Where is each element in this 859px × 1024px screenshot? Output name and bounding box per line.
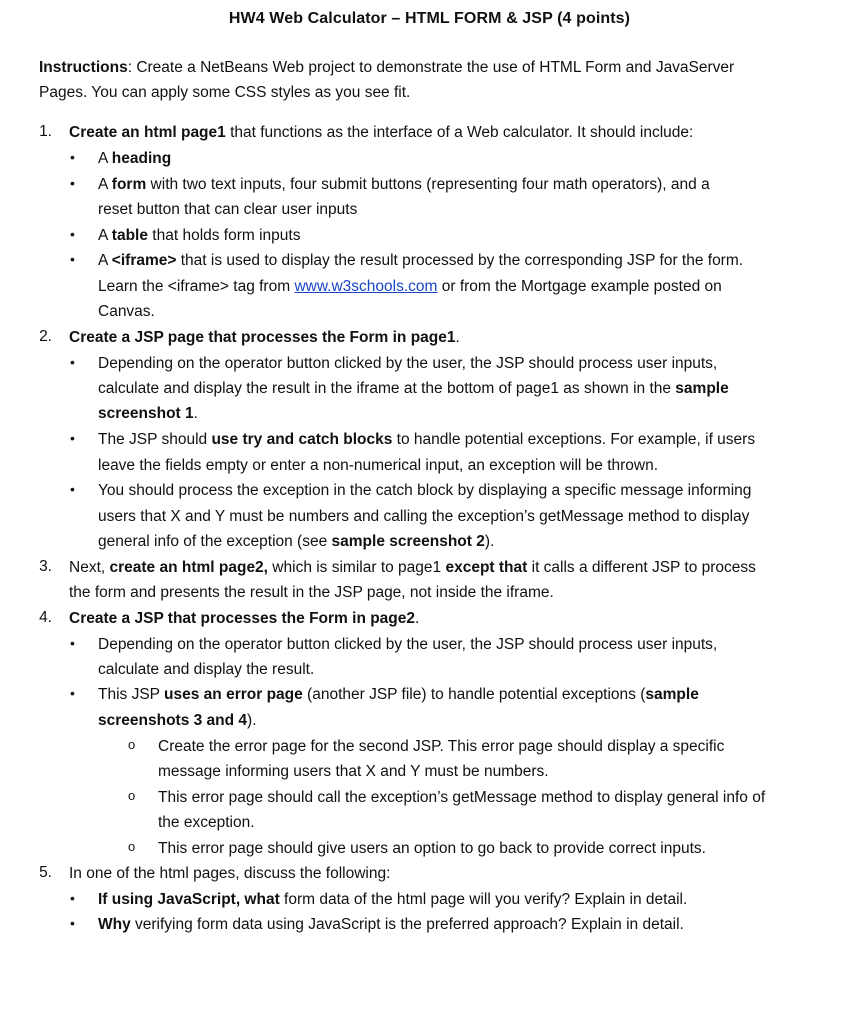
w3schools-link[interactable]: www.w3schools.com [294,278,438,295]
list-item: Depending on the operator button clicked by the user, the JSP should process user inputs, [98,355,718,372]
list-item: The JSP should use try and catch blocks to handle potential exceptions. For example, if users [98,431,756,448]
circle-bullet-icon: o [128,839,136,854]
list-item: Depending on the operator button clicked by the user, the JSP should process user inputs, [98,636,718,653]
section-3-number: 3. [39,558,52,575]
instructions-label: Instructions [39,59,128,76]
bullet-icon: • [70,430,75,446]
section-1-heading: Create an html page1 that functions as the interface of a Web calculator. It should include: [69,124,694,141]
circle-bullet-icon: o [128,788,136,803]
bullet-icon: • [70,635,75,651]
list-item: You should process the exception in the catch block by displaying a specific message informing [98,482,752,499]
section-5-heading: In one of the html pages, discuss the following: [69,865,391,882]
bullet-icon: • [70,915,75,931]
list-item-continuation: screenshot 1. [98,405,198,422]
bullet-icon: • [70,890,75,906]
sub-list-item: This error page should call the exception’s getMessage method to display general info of [158,789,766,806]
section-5-number: 5. [39,864,52,881]
list-item: Why verifying form data using JavaScript is the preferred approach? Explain in detail. [98,916,684,933]
bullet-icon: • [70,175,75,191]
sub-list-item-continuation: message informing users that X and Y must be numbers. [158,763,549,780]
sub-list-item-continuation: the exception. [158,814,255,831]
instructions-paragraph: Instructions: Create a NetBeans Web project to demonstrate the use of HTML Form and JavaServer Pages. You can apply some CSS styles as you see fit. [39,59,735,101]
bullet-icon: • [70,481,75,497]
bullet-icon: • [70,354,75,370]
section-4-number: 4. [39,609,52,626]
bullet-icon: • [70,149,75,165]
document-title: HW4 Web Calculator – HTML FORM & JSP (4 points) [228,10,631,27]
list-item: A table that holds form inputs [98,227,301,244]
sub-list-item: This error page should give users an option to go back to provide correct inputs. [158,840,706,857]
list-item-continuation: Canvas. [98,303,155,320]
section-4-heading: Create a JSP that processes the Form in page2. [69,610,420,627]
list-item-continuation: general info of the exception (see sample screenshot 2). [98,533,495,550]
list-item-continuation: calculate and display the result in the iframe at the bottom of page1 as shown in the sample [98,380,729,397]
list-item: A form with two text inputs, four submit buttons (representing four math operators), and a [98,176,710,193]
sub-list-item: Create the error page for the second JSP. This error page should display a specific [158,738,725,755]
list-item-continuation: screenshots 3 and 4). [98,712,257,729]
list-item-continuation: reset button that can clear user inputs [98,201,358,218]
bullet-icon: • [70,226,75,242]
bullet-icon: • [70,685,75,701]
list-item: A heading [98,150,172,167]
section-3-text: Next, create an html page2, which is similar to page1 except that it calls a different JSP to process [69,559,756,576]
list-item: If using JavaScript, what form data of the html page will you verify? Explain in detail. [98,891,688,908]
section-3-continuation: the form and presents the result in the JSP page, not inside the iframe. [69,584,554,601]
section-1-number: 1. [39,123,52,140]
list-item: A <iframe> that is used to display the result processed by the corresponding JSP for the form. [98,252,744,269]
list-item-continuation: Learn the <iframe> tag from www.w3schools.com or from the Mortgage example posted on [98,278,722,295]
section-2-heading: Create a JSP page that processes the Form in page1. [69,329,460,346]
list-item-continuation: leave the fields empty or enter a non-numerical input, an exception will be thrown. [98,457,659,474]
bullet-icon: • [70,251,75,267]
list-item-continuation: calculate and display the result. [98,661,315,678]
list-item: This JSP uses an error page (another JSP file) to handle potential exceptions (sample [98,686,699,703]
circle-bullet-icon: o [128,737,136,752]
section-2-number: 2. [39,328,52,345]
list-item-continuation: users that X and Y must be numbers and calling the exception’s getMessage method to display [98,508,750,525]
